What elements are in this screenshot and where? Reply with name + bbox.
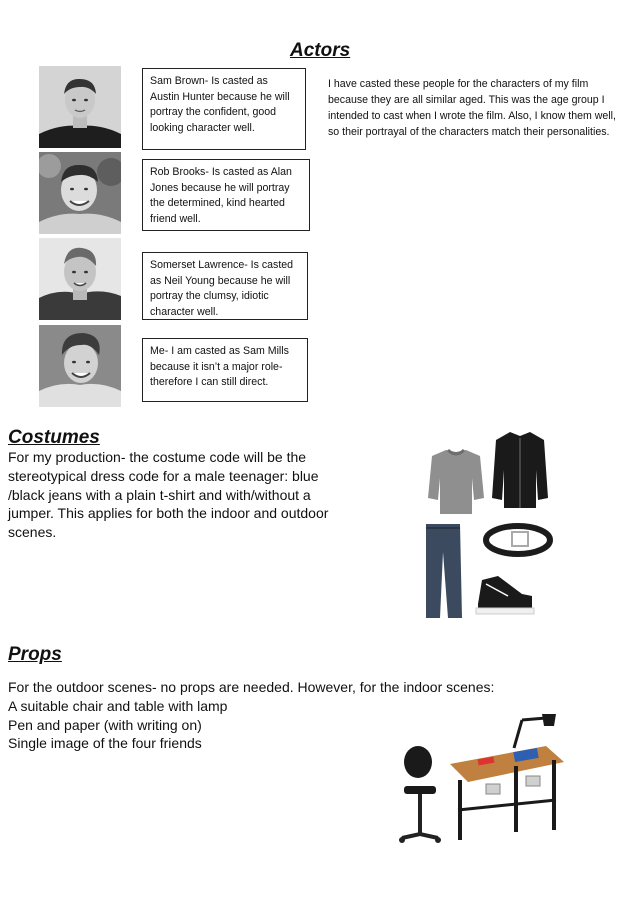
belt-icon	[486, 526, 550, 554]
jacket-icon	[492, 432, 548, 508]
sneaker-icon	[476, 576, 534, 614]
actors-heading: Actors	[290, 40, 351, 61]
actor-photo-3	[39, 238, 121, 320]
props-item: Pen and paper (with writing on)	[8, 716, 202, 733]
lamp-icon	[514, 714, 556, 748]
actor-caption-4: Me- I am casted as Sam Mills because it isn’t a major role- therefore I can still direct.	[142, 338, 308, 402]
jumper-icon	[428, 450, 484, 514]
props-item: Single image of the four friends	[8, 735, 202, 752]
actor-photo-1	[39, 66, 121, 148]
costumes-heading: Costumes	[8, 427, 100, 448]
actor-caption-3: Somerset Lawrence- Is casted as Neil Young because he will portray the clumsy, idiotic character well.	[142, 252, 308, 320]
props-intro: For the outdoor scenes- no props are needed. However, for the indoor scenes:	[8, 679, 495, 695]
chair-icon	[399, 746, 441, 843]
desk-icon	[450, 746, 564, 840]
jeans-icon	[426, 524, 462, 618]
actor-photo-2	[39, 152, 121, 234]
costumes-text: For my production- the costume code will be the stereotypical dress code for a male teenager: blue /black jeans with a plain t-shirt and with/without a jumper. This applies for both the indoor and outdoor scenes.	[8, 449, 329, 541]
costume-illustration	[412, 428, 602, 628]
props-item: A suitable chair and table with lamp	[8, 697, 228, 714]
desk-illustration	[396, 710, 576, 855]
actor-caption-2: Rob Brooks- Is casted as Alan Jones because he will portray the determined, kind hearted friend well.	[142, 159, 310, 231]
props-heading: Props	[8, 644, 62, 665]
actor-photo-4	[39, 325, 121, 407]
actor-caption-1: Sam Brown- Is casted as Austin Hunter because he will portray the confident, good looking character well.	[142, 68, 306, 150]
casting-note: I have casted these people for the characters of my film because they are all similar aged. This was the age group I intended to cast when I wrote the film. Also, I know them well, so their portrayal of the characters match their personalities.	[328, 78, 616, 138]
